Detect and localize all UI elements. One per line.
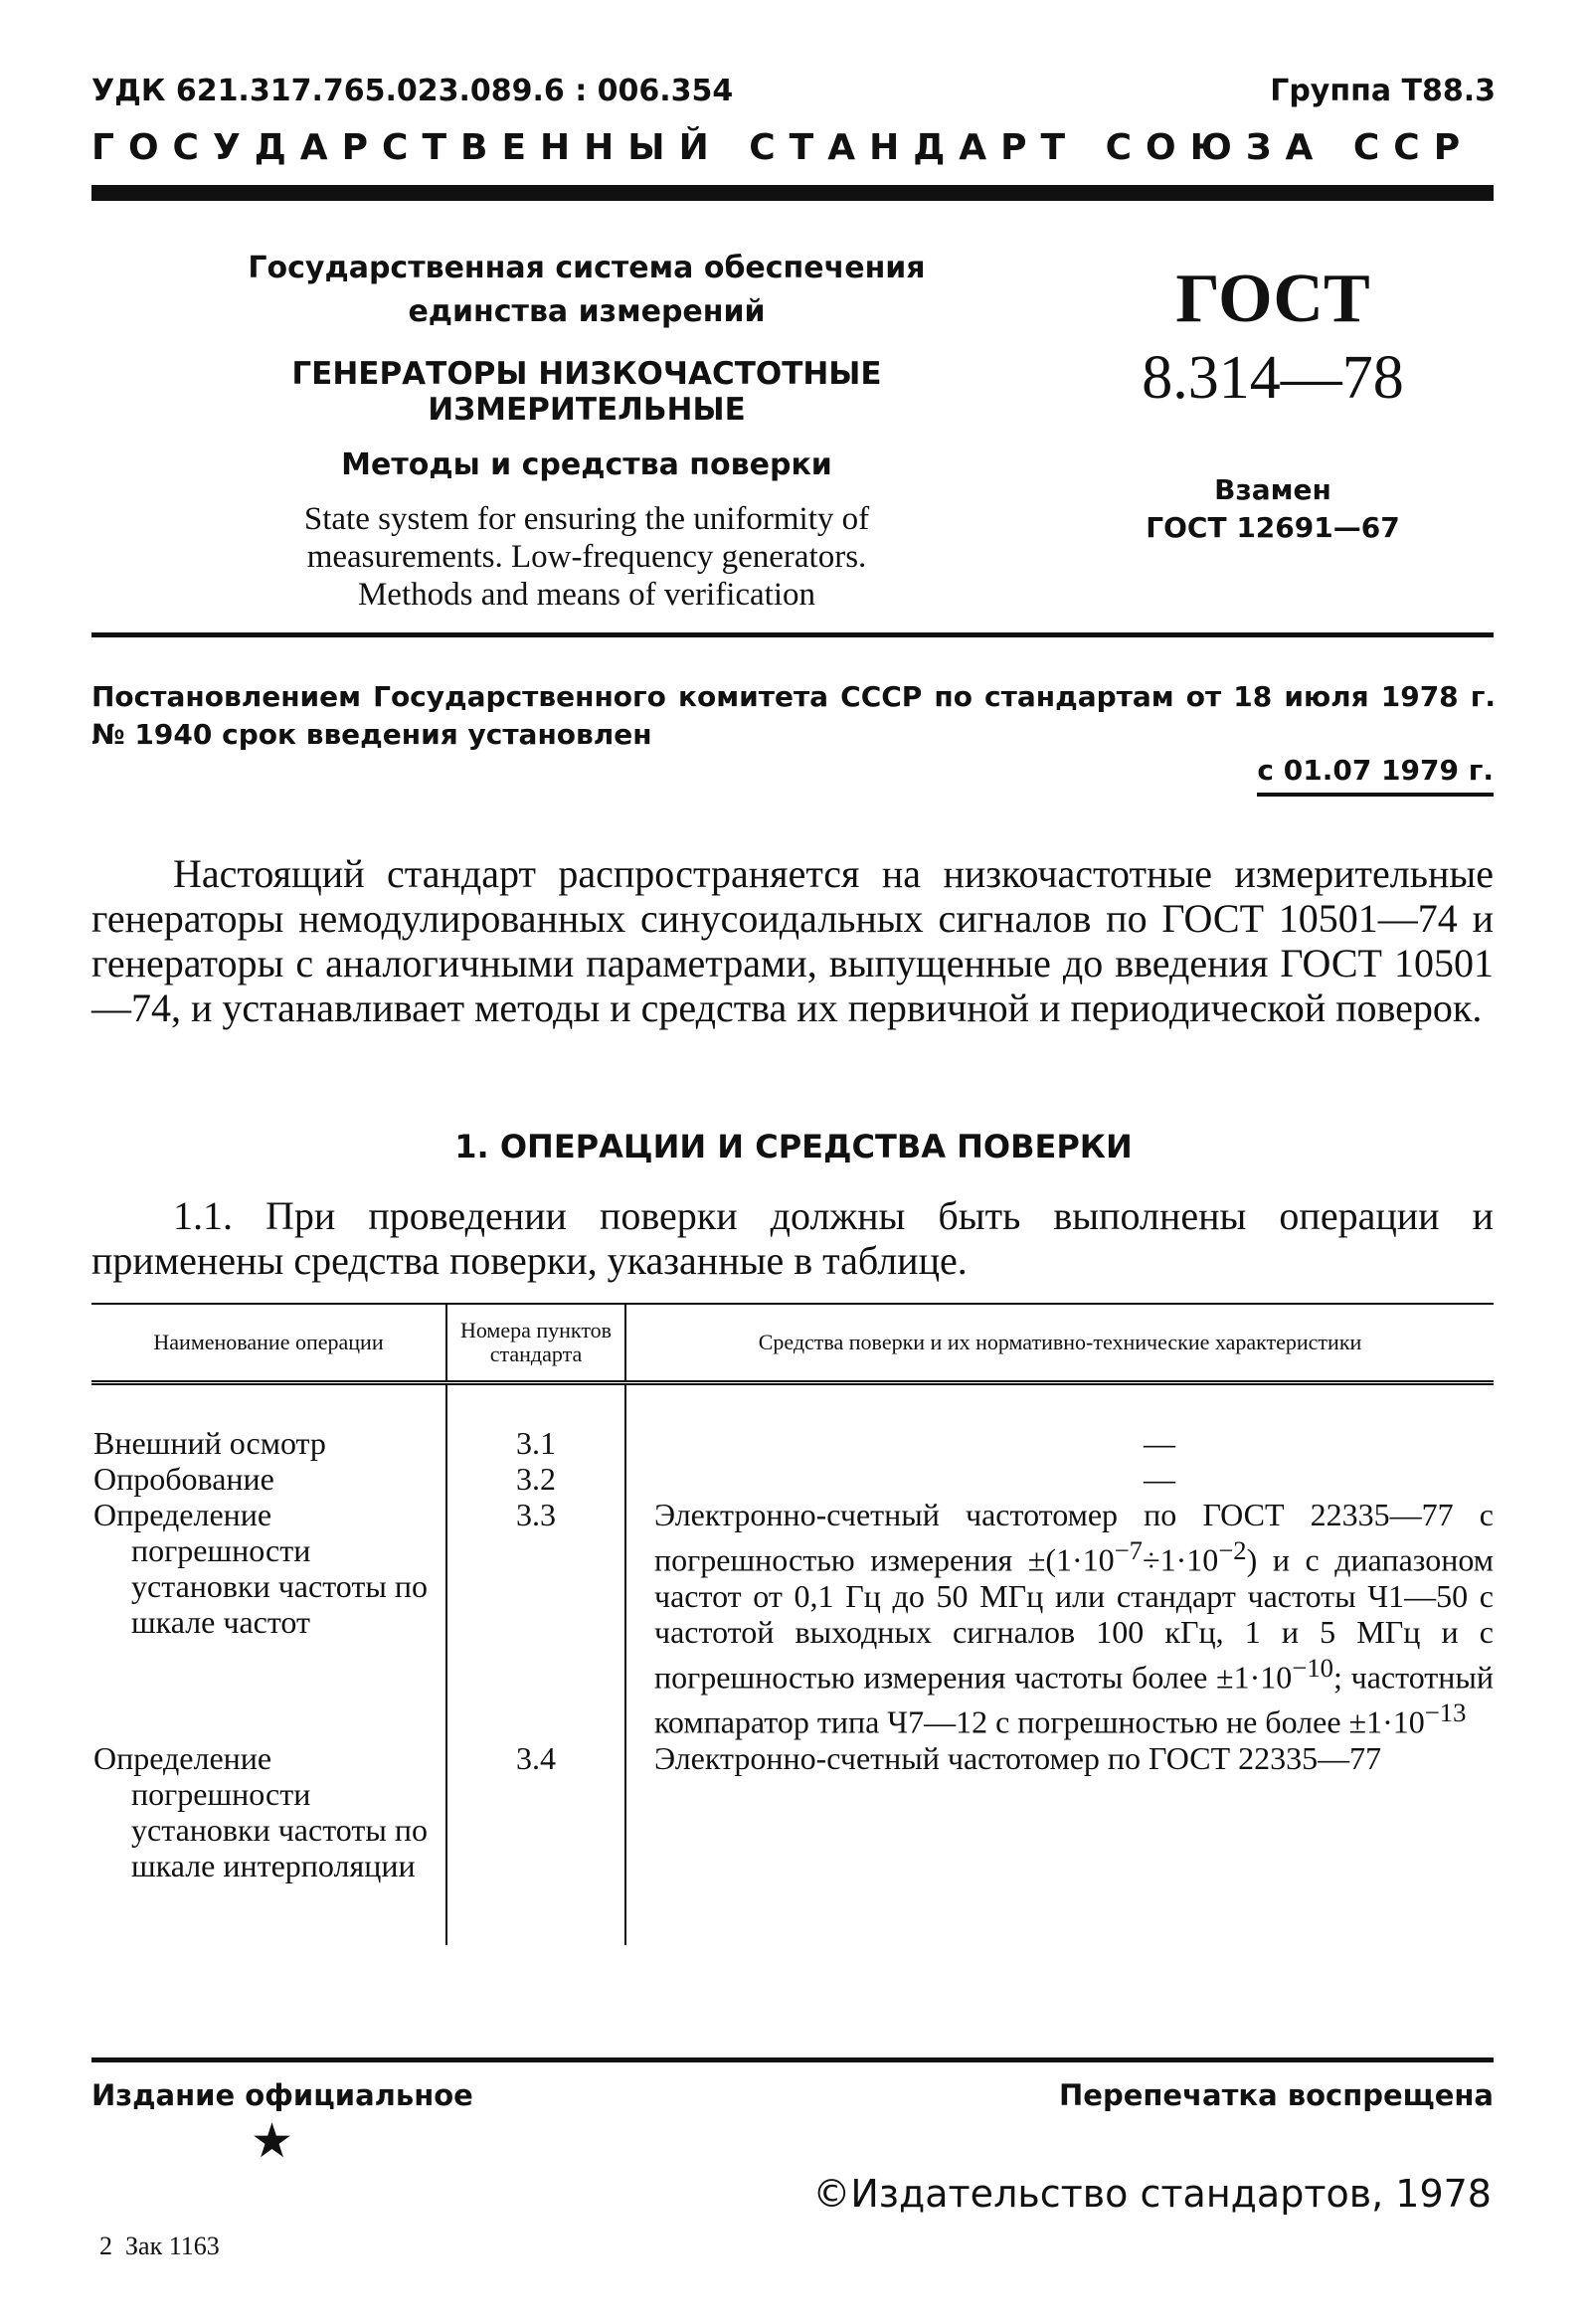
system-title-line1: Государственная система обеспечения xyxy=(248,251,926,285)
middle-rule xyxy=(91,632,1494,637)
system-title-line2: единства измерений xyxy=(408,294,766,329)
clause-number-cell: 3.4 xyxy=(516,1739,556,1776)
table-row xyxy=(91,1740,1494,1945)
header-clause-numbers: Номера пунктов стандарта xyxy=(446,1304,625,1383)
reprint-prohibited: Перепечатка воспрещена xyxy=(1059,2078,1494,2112)
gost-designation xyxy=(1084,261,1462,547)
operation-cell: Внешний осмотр xyxy=(93,1425,326,1461)
english-title-line1: State system for ensuring the uniformity of xyxy=(303,501,870,537)
official-edition: Издание официальное xyxy=(91,2078,473,2112)
means-text: ÷1·10 xyxy=(1143,1541,1219,1578)
title-block xyxy=(159,247,1014,614)
section-title: 1. ОПЕРАЦИИ И СРЕДСТВА ПОВЕРКИ xyxy=(454,1128,1133,1165)
effective-date: с 01.07 1979 г. xyxy=(1257,754,1494,797)
table-row xyxy=(91,1497,1494,1740)
intro-paragraph: Настоящий стандарт распространяется на низкочастотные измерительные генераторы немодулированных синусоидальных сигналов по ГОСТ 10501—74 и генераторы с аналогичными параметрами, выпущенные до введения ГОСТ 10501—74, и устанавливает методы и средства их первичной и периодической поверок. xyxy=(91,851,1494,1030)
exponent: −10 xyxy=(1292,1652,1333,1683)
means-cell: — xyxy=(1144,1461,1175,1497)
table-spacer-row xyxy=(91,1383,1494,1426)
clause-number-cell: 3.3 xyxy=(516,1497,556,1532)
publisher-copyright: ©Издательство стандартов, 1978 xyxy=(812,2172,1492,2216)
bottom-rule xyxy=(91,2057,1494,2062)
system-title xyxy=(159,247,1014,334)
table-row xyxy=(91,1461,1494,1497)
gost-label: ГОСТ xyxy=(1175,261,1370,337)
english-title-line3: Methods and means of verification xyxy=(357,577,816,613)
decree-text: Постановлением Государственного комитета СССР по стандартам от 18 июля 1978 г. № 1940 срок введения установлен xyxy=(91,680,1496,751)
table-row xyxy=(91,1425,1494,1461)
replaces-label: Взамен xyxy=(1214,473,1331,506)
state-standard-banner: ГОСУДАРСТВЕННЫЙ СТАНДАРТ СОЮЗА ССР xyxy=(91,127,1475,168)
gost-number: 8.314—78 xyxy=(1142,344,1404,412)
operation-cell: Определение погрешности установки частоты по шкале частот xyxy=(93,1497,428,1640)
verification-table xyxy=(91,1303,1494,1945)
product-title: ГЕНЕРАТОРЫ НИЗКОЧАСТОТНЫЕ ИЗМЕРИТЕЛЬНЫЕ xyxy=(291,356,882,428)
means-text: Электронно-счетный частотомер по ГОСТ 22335—77 с погрешностью измерения ±(1·10 xyxy=(654,1497,1494,1578)
replaces-value: ГОСТ 12691—67 xyxy=(1146,511,1400,544)
means-cell xyxy=(626,1497,1494,1740)
star-icon: ★ xyxy=(251,2115,294,2168)
top-rule xyxy=(91,185,1494,201)
means-text: ) и с диапазоном частот от 0,1 Гц до 50 МГц или стандарт частоты Ч1—50 с частотой выходных сигналов 100 кГц, 1 и 5 МГц и с погрешностью измерения частоты более ±1·10 xyxy=(654,1541,1495,1696)
header-operation: Наименование операции xyxy=(91,1304,446,1383)
means-cell: — xyxy=(1144,1425,1175,1461)
means-cell: Электронно-счетный частотомер по ГОСТ 22335—77 xyxy=(654,1739,1382,1776)
operation-cell: Определение погрешности установки частоты по шкале интерполяции xyxy=(93,1739,428,1883)
group-code: Группа Т88.3 xyxy=(1270,74,1496,108)
table-header-row xyxy=(91,1304,1494,1383)
operation-cell: Опробование xyxy=(93,1461,274,1497)
exponent: −13 xyxy=(1424,1698,1467,1728)
exponent: −7 xyxy=(1114,1535,1144,1565)
clause-1-1: 1.1. При проведении поверки должны быть выполнены операции и применены средства поверки, указанные в таблице. xyxy=(91,1193,1494,1283)
exponent: −2 xyxy=(1218,1535,1247,1565)
header-means: Средства поверки и их нормативно-технические характеристики xyxy=(758,1330,1362,1354)
clause-number-cell: 3.2 xyxy=(516,1461,556,1497)
english-title-line2: measurements. Low-frequency generators. xyxy=(306,539,867,575)
methods-title: Методы и средства поверки xyxy=(341,447,832,482)
means-text: ; частотный компаратор типа Ч7—12 с погрешностью не более ±1·10 xyxy=(654,1659,1495,1740)
order-number: 2 Зак 1163 xyxy=(99,2232,220,2260)
udk-code: УДК 621.317.765.023.089.6 : 006.354 xyxy=(91,74,734,108)
english-title xyxy=(159,500,1014,614)
replaces-block xyxy=(1084,471,1462,547)
clause-number-cell: 3.1 xyxy=(516,1425,556,1461)
